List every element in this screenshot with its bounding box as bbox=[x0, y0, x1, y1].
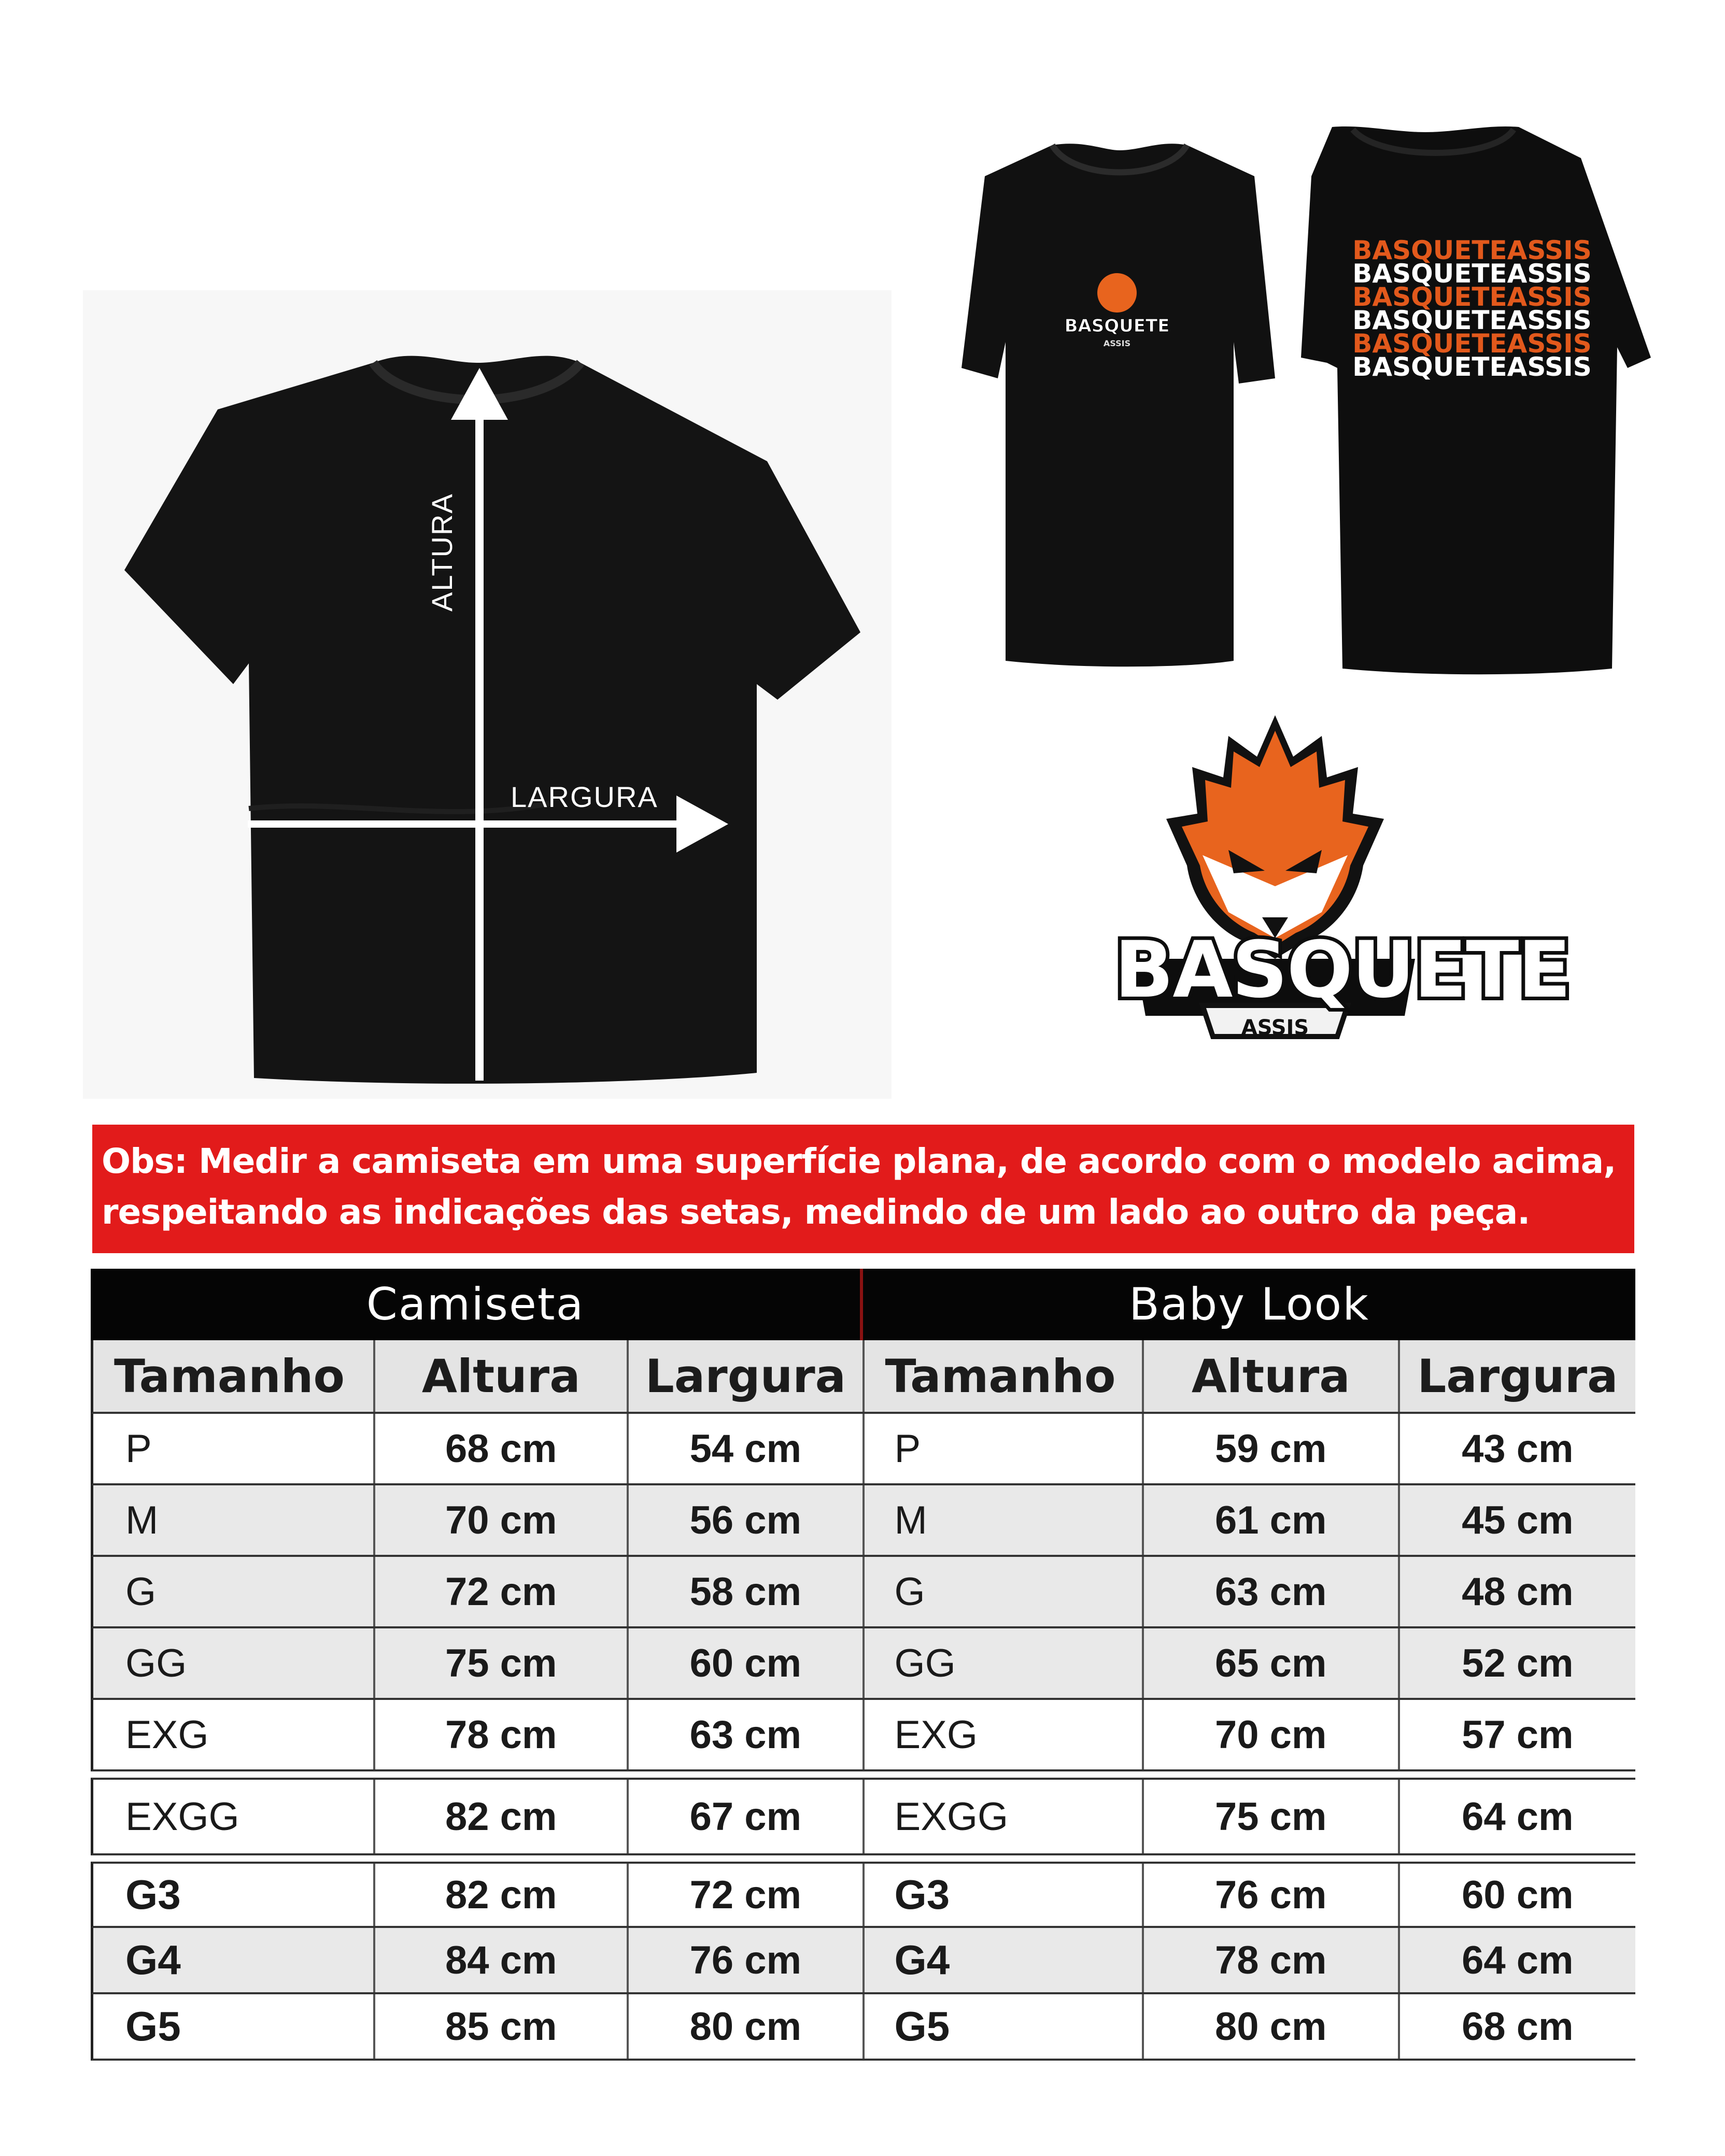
header-altura: Altura bbox=[375, 1340, 629, 1412]
width-cell: 67 cm bbox=[629, 1780, 864, 1853]
width-cell: 76 cm bbox=[629, 1928, 864, 1992]
front-logo-sub: ASSIS bbox=[1103, 338, 1131, 348]
table-group-header bbox=[91, 1269, 1635, 1340]
back-print-line: BASQUETEASSIS bbox=[1352, 305, 1592, 335]
width-cell: 56 cm bbox=[629, 1485, 864, 1555]
width-cell: 63 cm bbox=[629, 1700, 864, 1769]
table-row bbox=[91, 1862, 1635, 1928]
size-cell: GG bbox=[93, 1628, 375, 1698]
width-cell: 60 cm bbox=[1462, 1873, 1574, 1917]
size-cell: M bbox=[93, 1485, 375, 1555]
shirt-silhouette bbox=[83, 290, 892, 1099]
height-cell: 68 cm bbox=[375, 1414, 629, 1483]
measurement-diagram bbox=[83, 290, 892, 1099]
altura-label: ALTURA bbox=[426, 493, 458, 612]
table-row bbox=[91, 1778, 1635, 1855]
shirt-front bbox=[962, 144, 1275, 666]
size-cell: G3 bbox=[93, 1864, 375, 1926]
header-tamanho: Tamanho bbox=[865, 1340, 1144, 1412]
table-row bbox=[91, 1994, 1635, 2061]
size-cell: G4 bbox=[93, 1928, 375, 1992]
back-print-line: BASQUETEASSIS bbox=[1352, 235, 1592, 265]
width-cell: 48 cm bbox=[1462, 1569, 1574, 1614]
size-cell: EXG bbox=[865, 1700, 1144, 1769]
size-cell: GG bbox=[865, 1628, 1144, 1698]
height-cell: 63 cm bbox=[1144, 1557, 1400, 1626]
table-row bbox=[91, 1628, 1635, 1700]
header-largura: Largura bbox=[1417, 1349, 1618, 1403]
logo-wordmark: BASQUETE bbox=[1114, 925, 1571, 1015]
header-tamanho: Tamanho bbox=[93, 1340, 375, 1412]
size-cell: P bbox=[93, 1414, 375, 1483]
shirt-front-back-image bbox=[897, 119, 1653, 679]
width-cell: 43 cm bbox=[1462, 1426, 1574, 1471]
size-cell: EXGG bbox=[865, 1780, 1144, 1853]
back-print-line: BASQUETEASSIS bbox=[1352, 352, 1592, 382]
height-cell: 85 cm bbox=[375, 1994, 629, 2059]
width-cell: 52 cm bbox=[1462, 1641, 1574, 1685]
width-cell: 58 cm bbox=[629, 1557, 864, 1626]
height-cell: 84 cm bbox=[375, 1928, 629, 1992]
height-cell: 82 cm bbox=[375, 1780, 629, 1853]
measurement-note-banner bbox=[92, 1125, 1634, 1253]
height-cell: 61 cm bbox=[1144, 1485, 1400, 1555]
largura-label: LARGURA bbox=[511, 781, 658, 813]
height-cell: 76 cm bbox=[1144, 1864, 1400, 1926]
height-cell: 72 cm bbox=[375, 1557, 629, 1626]
width-cell: 64 cm bbox=[1462, 1794, 1574, 1839]
note-line-1: Obs: Medir a camiseta em uma superfície plana, de acordo com o modelo acima, bbox=[102, 1141, 1616, 1181]
size-cell: P bbox=[865, 1414, 1144, 1483]
height-cell: 80 cm bbox=[1144, 1994, 1400, 2059]
width-cell: 72 cm bbox=[629, 1864, 864, 1926]
table-row bbox=[91, 1414, 1635, 1485]
size-cell: G bbox=[93, 1557, 375, 1626]
size-cell: G3 bbox=[865, 1864, 1144, 1926]
header-altura: Altura bbox=[1144, 1340, 1400, 1412]
height-cell: 75 cm bbox=[1144, 1780, 1400, 1853]
width-cell: 57 cm bbox=[1462, 1712, 1574, 1757]
size-cell: EXGG bbox=[93, 1780, 375, 1853]
height-cell: 65 cm bbox=[1144, 1628, 1400, 1698]
table-row bbox=[91, 1700, 1635, 1771]
width-cell: 64 cm bbox=[1462, 1938, 1574, 1982]
height-cell: 82 cm bbox=[375, 1864, 629, 1926]
table-row bbox=[91, 1928, 1635, 1994]
size-cell: M bbox=[865, 1485, 1144, 1555]
size-table bbox=[91, 1269, 1635, 2061]
size-cell: EXG bbox=[93, 1700, 375, 1769]
back-print-line: BASQUETEASSIS bbox=[1352, 329, 1592, 359]
width-cell: 80 cm bbox=[629, 1994, 864, 2059]
logo-subtitle: ASSIS bbox=[1241, 1016, 1309, 1040]
size-cell: G bbox=[865, 1557, 1144, 1626]
table-row bbox=[91, 1485, 1635, 1557]
size-cell: G5 bbox=[865, 1994, 1144, 2059]
table-column-header bbox=[91, 1340, 1635, 1414]
basquete-assis-logo bbox=[1114, 715, 1571, 1052]
back-print-line: BASQUETEASSIS bbox=[1352, 282, 1592, 312]
height-cell: 78 cm bbox=[1144, 1928, 1400, 1992]
height-cell: 59 cm bbox=[1144, 1414, 1400, 1483]
height-cell: 70 cm bbox=[375, 1485, 629, 1555]
header-largura: Largura bbox=[629, 1340, 864, 1412]
front-logo-text: BASQUETE bbox=[1064, 316, 1170, 336]
height-cell: 70 cm bbox=[1144, 1700, 1400, 1769]
size-cell: G5 bbox=[93, 1994, 375, 2059]
table-row bbox=[91, 1557, 1635, 1628]
shirt-back bbox=[1301, 126, 1651, 674]
group-baby-look: Baby Look bbox=[1129, 1279, 1369, 1330]
note-line-2: respeitando as indicações das setas, medindo de um lado ao outro da peça. bbox=[102, 1192, 1530, 1232]
height-cell: 75 cm bbox=[375, 1628, 629, 1698]
width-cell: 68 cm bbox=[1462, 2004, 1574, 2049]
height-cell: 78 cm bbox=[375, 1700, 629, 1769]
group-camiseta: Camiseta bbox=[91, 1269, 863, 1340]
width-cell: 45 cm bbox=[1462, 1498, 1574, 1542]
size-cell: G4 bbox=[865, 1928, 1144, 1992]
product-shirts bbox=[897, 119, 1653, 679]
width-cell: 60 cm bbox=[629, 1628, 864, 1698]
back-print-line: BASQUETEASSIS bbox=[1352, 259, 1592, 289]
width-cell: 54 cm bbox=[629, 1414, 864, 1483]
